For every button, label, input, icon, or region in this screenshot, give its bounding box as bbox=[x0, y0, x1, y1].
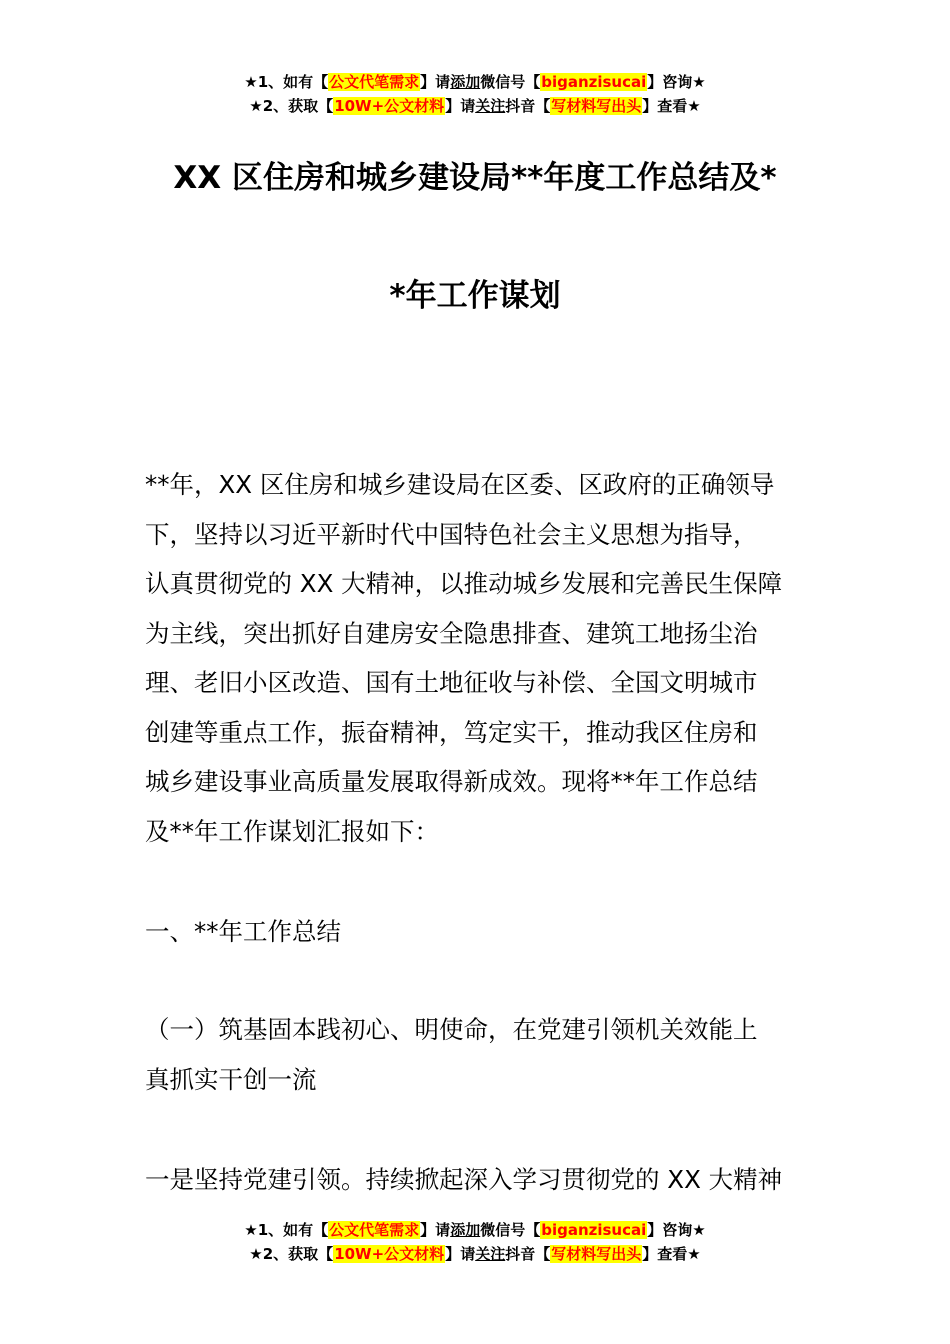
douyin-name: 写材料写出头 bbox=[551, 1245, 642, 1263]
subsection-line: （一）筑基固本践初心、明使命，在党建引领机关效能上 bbox=[145, 1015, 758, 1044]
paragraph-line: 为主线，突出抓好自建房安全隐患排查、建筑工地扬尘治 bbox=[145, 618, 758, 648]
highlight-text: 公文代笔需求 bbox=[329, 73, 420, 91]
paragraph-line: **年，XX 区住房和城乡建设局在区委、区政府的正确领导 bbox=[145, 470, 775, 499]
point-paragraph: 一是坚持党建引领。持续掀起深入学习贯彻党的 XX 大精神 bbox=[145, 1165, 783, 1194]
highlight-text: 公文代笔需求 bbox=[329, 1221, 420, 1239]
section-heading: 一、**年工作总结 bbox=[145, 917, 341, 946]
footer-banner bbox=[0, 1218, 950, 1266]
highlight-text: 10W+公文材料 bbox=[334, 1245, 445, 1263]
paragraph-line: 创建等重点工作，振奋精神，笃定实干，推动我区住房和 bbox=[145, 717, 758, 747]
banner-line-1: ★1、如有【公文代笔需求】请添加微信号【biganzisucai】咨询★ bbox=[244, 73, 706, 91]
douyin-name: 写材料写出头 bbox=[551, 97, 642, 115]
wechat-id: biganzisucai bbox=[541, 1221, 647, 1239]
highlight-text: 10W+公文材料 bbox=[334, 97, 445, 115]
document-title-line-1: XX 区住房和城乡建设局**年度工作总结及* bbox=[173, 160, 777, 196]
wechat-id: biganzisucai bbox=[541, 73, 647, 91]
document-title-line-2: *年工作谋划 bbox=[389, 278, 561, 314]
header-banner bbox=[0, 70, 950, 118]
paragraph-line: 及**年工作谋划汇报如下： bbox=[145, 816, 439, 846]
banner-line-2: ★2、获取【10W+公文材料】请关注抖音【写材料写出头】查看★ bbox=[249, 1245, 701, 1263]
subsection-heading bbox=[145, 1005, 810, 1104]
subsection-line: 真抓实干创一流 bbox=[145, 1064, 317, 1094]
paragraph-line: 下，坚持以习近平新时代中国特色社会主义思想为指导， bbox=[145, 519, 758, 549]
banner-line-2: ★2、获取【10W+公文材料】请关注抖音【写材料写出头】查看★ bbox=[249, 97, 701, 115]
paragraph-line: 城乡建设事业高质量发展取得新成效。现将**年工作总结 bbox=[145, 767, 758, 796]
intro-paragraph bbox=[145, 460, 810, 856]
paragraph-line: 理、老旧小区改造、国有土地征收与补偿、全国文明城市 bbox=[145, 668, 758, 697]
banner-line-1: ★1、如有【公文代笔需求】请添加微信号【biganzisucai】咨询★ bbox=[244, 1221, 706, 1239]
paragraph-line: 认真贯彻党的 XX 大精神，以推动城乡发展和完善民生保障 bbox=[145, 569, 783, 598]
